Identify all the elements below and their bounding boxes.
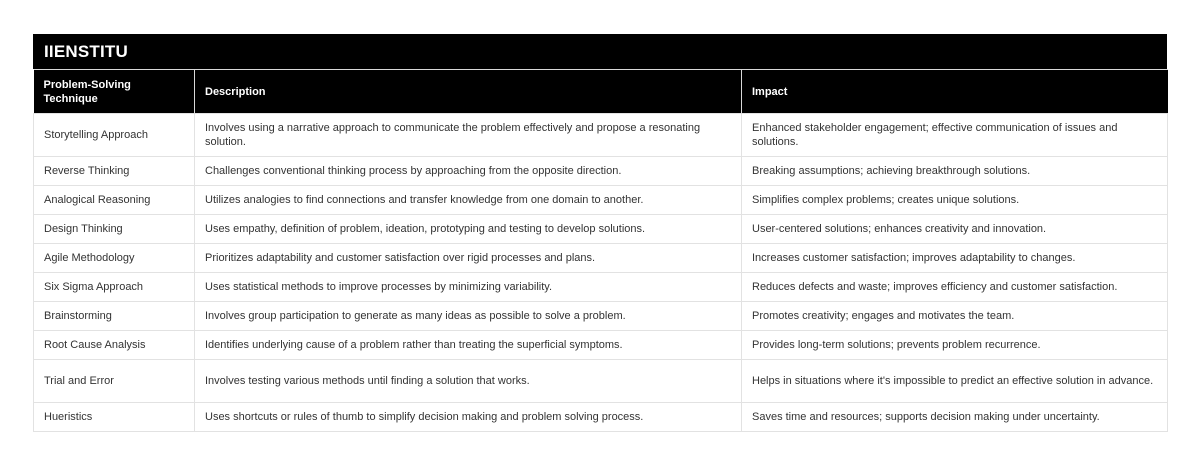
cell-impact: Enhanced stakeholder engagement; effective communication of issues and solutions. (742, 114, 1168, 157)
cell-impact: Reduces defects and waste; improves efficiency and customer satisfaction. (742, 273, 1168, 302)
techniques-table (33, 69, 1168, 432)
cell-technique: Six Sigma Approach (34, 273, 195, 302)
header-impact: Impact (742, 70, 1168, 114)
cell-description: Prioritizes adaptability and customer satisfaction over rigid processes and plans. (195, 244, 742, 273)
table-row (34, 273, 1168, 302)
cell-technique: Root Cause Analysis (34, 331, 195, 360)
header-description: Description (195, 70, 742, 114)
cell-technique: Agile Methodology (34, 244, 195, 273)
cell-technique: Trial and Error (34, 360, 195, 403)
cell-description: Uses empathy, definition of problem, ideation, prototyping and testing to develop solutions. (195, 215, 742, 244)
table-row (34, 114, 1168, 157)
cell-impact: User-centered solutions; enhances creativity and innovation. (742, 215, 1168, 244)
cell-description: Uses statistical methods to improve processes by minimizing variability. (195, 273, 742, 302)
table-row (34, 157, 1168, 186)
brand-title: IIENSTITU (33, 34, 1167, 69)
cell-impact: Saves time and resources; supports decision making under uncertainty. (742, 403, 1168, 432)
cell-description: Challenges conventional thinking process by approaching from the opposite direction. (195, 157, 742, 186)
cell-description: Involves testing various methods until finding a solution that works. (195, 360, 742, 403)
table-row (34, 360, 1168, 403)
table-row (34, 215, 1168, 244)
cell-technique: Brainstorming (34, 302, 195, 331)
cell-technique: Storytelling Approach (34, 114, 195, 157)
header-row (34, 70, 1168, 114)
cell-impact: Helps in situations where it's impossible to predict an effective solution in advance. (742, 360, 1168, 403)
table-row (34, 244, 1168, 273)
cell-description: Utilizes analogies to find connections and transfer knowledge from one domain to another. (195, 186, 742, 215)
table-row (34, 302, 1168, 331)
cell-technique: Hueristics (34, 403, 195, 432)
table-row (34, 331, 1168, 360)
cell-description: Involves using a narrative approach to communicate the problem effectively and propose a resonating solution. (195, 114, 742, 157)
header-technique: Problem-Solving Technique (34, 70, 195, 114)
cell-description: Identifies underlying cause of a problem rather than treating the superficial symptoms. (195, 331, 742, 360)
cell-description: Uses shortcuts or rules of thumb to simplify decision making and problem solving process. (195, 403, 742, 432)
table-row (34, 403, 1168, 432)
cell-impact: Simplifies complex problems; creates unique solutions. (742, 186, 1168, 215)
cell-technique: Analogical Reasoning (34, 186, 195, 215)
table-container (33, 34, 1167, 432)
cell-impact: Increases customer satisfaction; improves adaptability to changes. (742, 244, 1168, 273)
cell-description: Involves group participation to generate as many ideas as possible to solve a problem. (195, 302, 742, 331)
cell-impact: Breaking assumptions; achieving breakthrough solutions. (742, 157, 1168, 186)
cell-impact: Promotes creativity; engages and motivates the team. (742, 302, 1168, 331)
cell-impact: Provides long-term solutions; prevents problem recurrence. (742, 331, 1168, 360)
cell-technique: Reverse Thinking (34, 157, 195, 186)
cell-technique: Design Thinking (34, 215, 195, 244)
table-row (34, 186, 1168, 215)
